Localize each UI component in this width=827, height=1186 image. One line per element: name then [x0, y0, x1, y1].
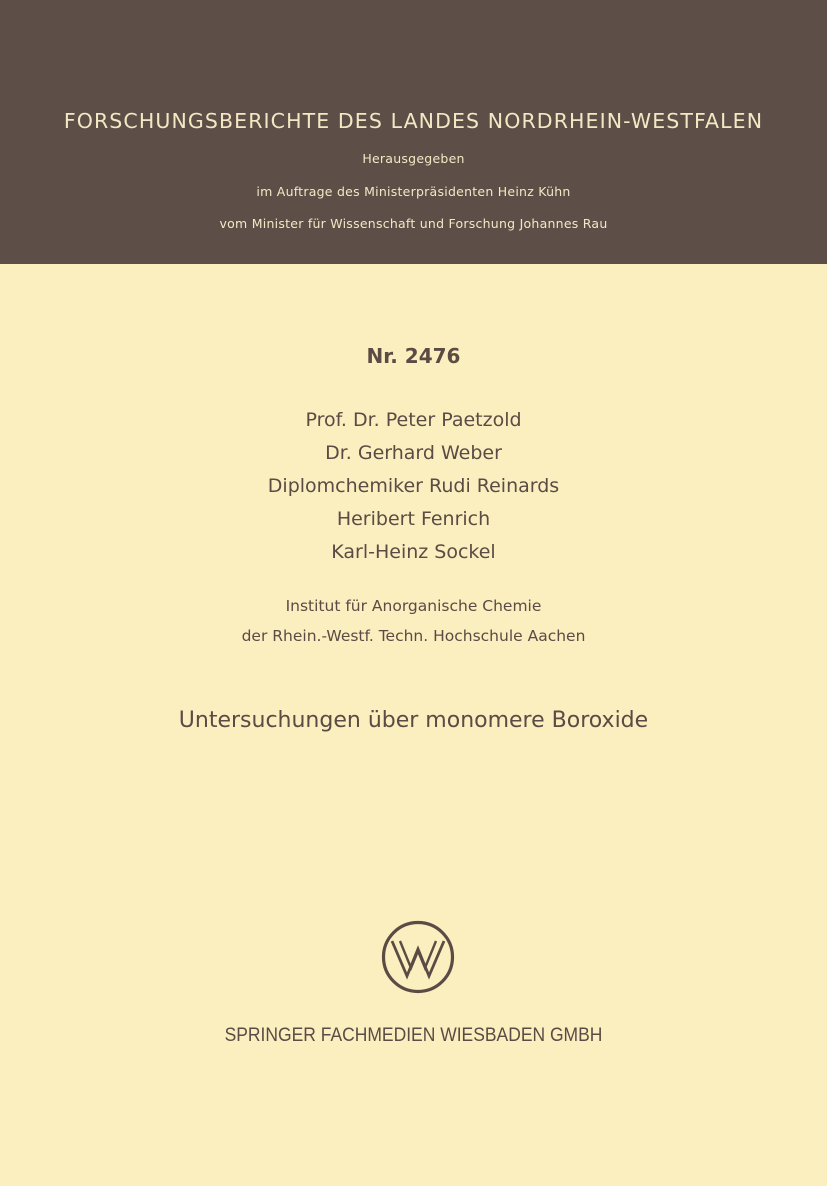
book-title: Untersuchungen über monomere Boroxide: [178, 708, 649, 733]
author-name: Karl-Heinz Sockel: [331, 541, 496, 563]
author-name: Diplomchemiker Rudi Reinards: [267, 475, 560, 497]
publisher-w-logo-icon: [380, 919, 456, 995]
author-list: [0, 406, 827, 571]
minister-line: vom Minister für Wissenschaft und Forschung Johannes Rau: [219, 216, 608, 231]
publisher-name: SPRINGER FACHMEDIEN WIESBADEN GMBH: [224, 1025, 603, 1046]
institute-affiliation: [0, 594, 827, 654]
author-name: Prof. Dr. Peter Paetzold: [305, 409, 522, 431]
cover-content: [0, 264, 827, 1186]
university-name: der Rhein.-Westf. Techn. Hochschule Aachen: [241, 627, 586, 645]
author-name: Heribert Fenrich: [336, 508, 491, 530]
commissioning-line: im Auftrage des Ministerpräsidenten Heinz Kühn: [256, 184, 571, 199]
series-title: FORSCHUNGSBERICHTE DES LANDES NORDRHEIN-WESTFALEN: [63, 109, 764, 133]
series-header: [0, 0, 827, 264]
institute-name: Institut für Anorganische Chemie: [285, 597, 542, 615]
editor-heading: Herausgegeben: [362, 151, 465, 166]
author-name: Dr. Gerhard Weber: [325, 442, 502, 464]
report-number: Nr. 2476: [366, 344, 461, 368]
